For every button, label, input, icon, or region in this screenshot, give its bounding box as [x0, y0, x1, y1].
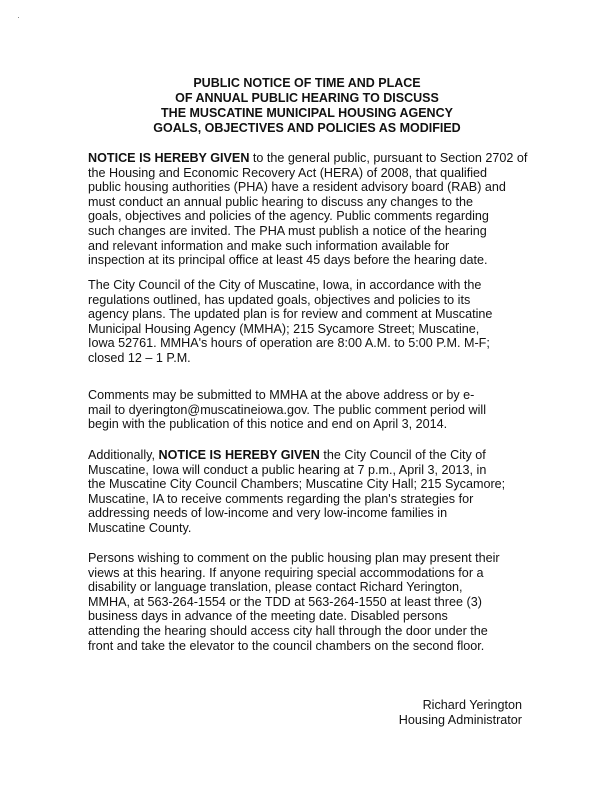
text-segment: business days in advance of the meeting date. Disabled persons — [88, 609, 448, 624]
text-line — [88, 351, 538, 366]
text-segment: the City Council of the City of — [319, 448, 486, 462]
text-segment: disability or language translation, please contact Richard Yerington, — [88, 580, 463, 595]
text-segment: the Muscatine City Council Chambers; Muscatine City Hall; 215 Sycamore; — [88, 477, 506, 492]
text-segment: The City Council of the City of Muscatine, Iowa, in accordance with the — [88, 278, 482, 292]
text-line — [88, 253, 538, 268]
scan-speck — [18, 17, 19, 18]
text-line — [88, 624, 538, 639]
text-segment: regulations outlined, has updated goals, objectives and policies to its — [88, 292, 471, 307]
text-segment: MMHA, at 563-264-1554 or the TDD at 563-264-1550 at least three (3) — [88, 594, 482, 609]
text-line — [88, 477, 538, 492]
text-line — [88, 195, 538, 210]
text-line — [88, 151, 538, 166]
paragraph-public-hearing — [88, 448, 538, 536]
text-segment: begin with the publication of this notice and end on April 3, 2014. — [88, 417, 448, 432]
paragraph-comments — [88, 388, 538, 432]
text-segment: must conduct an annual public hearing to discuss any changes to the — [88, 194, 474, 209]
text-segment: Municipal Housing Agency (MMHA); 215 Sycamore Street; Muscatine, — [88, 321, 480, 336]
text-segment: front and take the elevator to the council chambers on the second floor. — [88, 638, 485, 653]
text-segment: Additionally, — [88, 448, 159, 462]
text-segment: views at this hearing. If anyone requiring special accommodations for a — [88, 565, 484, 580]
text-segment: and relevant information and make such information available for — [88, 238, 450, 253]
text-line — [88, 492, 538, 507]
text-segment: inspection at its principal office at least 45 days before the hearing date. — [88, 253, 488, 268]
text-line — [88, 278, 538, 293]
signature-name: Richard Yerington — [422, 698, 522, 712]
text-line — [88, 417, 538, 432]
text-segment: Muscatine, Iowa will conduct a public hearing at 7 p.m., April 3, 2013, in — [88, 462, 487, 477]
text-segment: Muscatine County. — [88, 520, 192, 535]
text-segment: Persons wishing to comment on the public housing plan may present their — [88, 551, 500, 565]
text-line — [88, 336, 538, 351]
title-line: PUBLIC NOTICE OF TIME AND PLACE — [193, 76, 421, 90]
title-line: OF ANNUAL PUBLIC HEARING TO DISCUSS — [175, 91, 439, 105]
text-segment: such changes are invited. The PHA must publish a notice of the hearing — [88, 223, 487, 238]
title-line: THE MUSCATINE MUNICIPAL HOUSING AGENCY — [161, 106, 453, 120]
notice-title — [0, 76, 614, 136]
text-line — [88, 639, 538, 654]
text-segment: to the general public, pursuant to Section 2702 of — [249, 151, 528, 165]
paragraph-city-council — [88, 278, 538, 366]
text-segment: Comments may be submitted to MMHA at the above address or by e- — [88, 388, 475, 402]
text-line — [88, 239, 538, 254]
text-line — [88, 551, 538, 566]
bold-text: NOTICE IS HEREBY GIVEN — [158, 448, 320, 462]
text-line — [88, 209, 538, 224]
signature-block — [399, 698, 522, 728]
text-line — [88, 448, 538, 463]
text-segment: the Housing and Economic Recovery Act (HERA) of 2008, that qualified — [88, 165, 488, 180]
signature-title: Housing Administrator — [398, 713, 522, 727]
text-line — [88, 180, 538, 195]
text-line — [88, 566, 538, 581]
text-line — [88, 322, 538, 337]
text-segment: closed 12 – 1 P.M. — [88, 350, 191, 365]
text-line — [88, 166, 538, 181]
text-line — [88, 521, 538, 536]
text-segment: mail to dyerington@muscatineiowa.gov. The public comment period will — [88, 402, 487, 417]
text-line — [88, 307, 538, 322]
text-segment: Iowa 52761. MMHA's hours of operation are 8:00 A.M. to 5:00 P.M. M-F; — [88, 336, 490, 351]
text-segment: agency plans. The updated plan is for review and comment at Muscatine — [88, 307, 493, 322]
text-segment: goals, objectives and policies of the agency. Public comments regarding — [88, 209, 489, 224]
paragraph-accommodations — [88, 551, 538, 653]
text-line — [88, 388, 538, 403]
text-line — [88, 293, 538, 308]
text-line — [88, 609, 538, 624]
text-segment: attending the hearing should access city hall through the door under the — [88, 623, 488, 638]
bold-text: NOTICE IS HEREBY GIVEN — [88, 151, 250, 165]
text-segment: public housing authorities (PHA) have a resident advisory board (RAB) and — [88, 180, 506, 195]
text-line — [88, 580, 538, 595]
text-line — [88, 403, 538, 418]
text-line — [88, 463, 538, 478]
text-line — [88, 224, 538, 239]
text-segment: addressing needs of low-income and very low-income families in — [88, 506, 448, 521]
text-segment: Muscatine, IA to receive comments regarding the plan's strategies for — [88, 491, 474, 506]
paragraph-notice — [88, 151, 538, 268]
text-line — [88, 506, 538, 521]
title-line: GOALS, OBJECTIVES AND POLICIES AS MODIFIED — [153, 121, 461, 135]
text-line — [88, 595, 538, 610]
